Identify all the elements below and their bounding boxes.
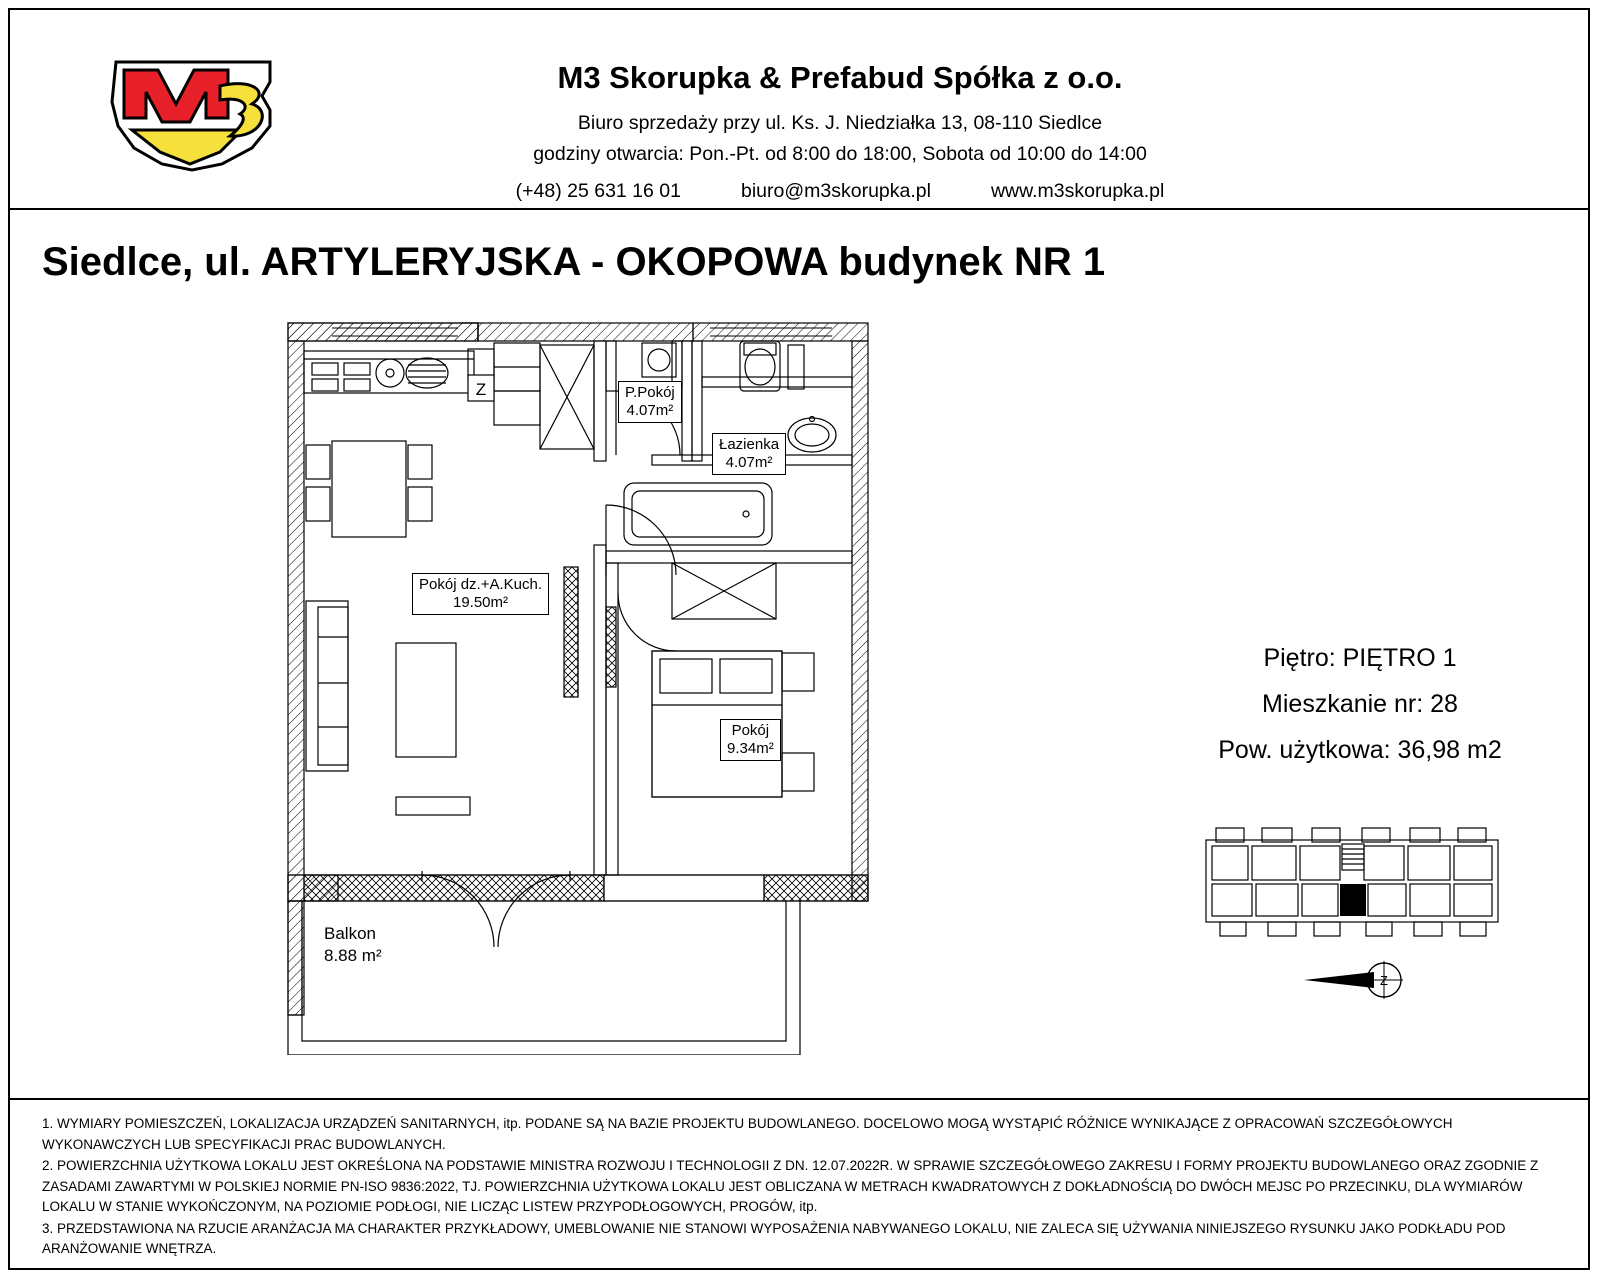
opening-hours: godziny otwarcia: Pon.-Pt. od 8:00 do 18:00, Sobota od 10:00 do 14:00 [533,143,1147,165]
header-text-block [290,60,1390,203]
phone-number: (+48) 25 631 16 01 [515,180,681,202]
room-area: 8.88 m² [324,946,382,965]
svg-text:Z: Z [1380,973,1388,988]
company-name: M3 Skorupka & Prefabud Spółka z o.o. [557,60,1123,95]
room-name: Pokój [731,722,770,739]
website-url[interactable]: www.m3skorupka.pl [990,180,1165,202]
office-address: Biuro sprzedaży przy ul. Ks. J. Niedziałka 13, 08-110 Siedlce [577,112,1103,134]
compass-rose [1300,950,1410,1010]
title-band [10,210,1588,282]
highlighted-apartment [1340,884,1366,916]
note-3: 3. PRZEDSTAWIONA NA RZUCIE ARANŻACJA MA CHARAKTER PRZYKŁADOWY, UMEBLOWANIE NIE STANOWI WYPOSAŻENIA NABYWANEGO LOKALU, NIE ZALECA SIĘ UŻYWANIA NINIEJSZEGO RYSUNKU JAKO PODKŁADU POD ARANŻOWANIE WNĘTRZA. [42,1220,1506,1256]
room-name: Balkon [324,924,376,943]
room-label-lazienka [712,433,786,475]
info-floor: Piętro: PIĘTRO 1 [1263,644,1457,672]
room-label-pokoj [720,719,781,761]
contact-row [290,180,1390,203]
sheet-header [10,10,1588,210]
note-1: 1. WYMIARY POMIESZCZEŃ, LOKALIZACJA URZĄDZEŃ SANITARNYCH, itp. PODANE SĄ NA BAZIE PROJEKTU BUDOWLANEGO. DOCELOWO MOGĄ WYSTĄPIĆ RÓŻNICE WYNIKAJĄCE Z OPRACOWAŃ SZCZEGÓŁOWYCH WYKONAWCZYCH LUB SPECYFIKACJI PRAC BUDOWLANYCH. [42,1116,1453,1152]
room-label-pokoj-dz-akuch [412,573,549,615]
info-apartment-number: Mieszkanie nr: 28 [1262,690,1458,718]
room-label-balkon [324,923,382,967]
info-usable-area: Pow. użytkowa: 36,98 m2 [1218,736,1502,764]
apartment-floor-plan [272,315,892,1055]
email-address[interactable]: biuro@m3skorupka.pl [740,180,931,202]
room-area: 4.07m² [626,402,674,419]
room-label-p-pokoj [618,381,682,423]
building-key-plan [1202,818,1502,943]
room-name: P.Pokój [625,384,675,401]
page-title: Siedlce, ul. ARTYLERYJSKA - OKOPOWA budynek NR 1 [42,240,1106,284]
footer-notes [10,1098,1588,1268]
plan-sheet [8,8,1590,1270]
kitchen-marker-z: Z [475,380,487,399]
room-area: 4.07m² [725,454,773,471]
room-name: Pokój dz.+A.Kuch. [419,576,542,593]
note-2: 2. POWIERZCHNIA UŻYTKOWA LOKALU JEST OKREŚLONA NA PODSTAWIE MINISTRA ROZWOJU I TECHNOLOGII Z DN. 12.07.2022R. W SPRAWIE SZCZEGÓŁOWEGO ZAKRESU I FORMY PROJEKTU BUDOWLANEGO ORAZ ZGODNIE Z ZASADAMI ZAWARTYMI W POLSKIEJ NORMIE PN-ISO 9836:2022, TJ. POWIERZCHNIA UŻYTKOWA LOKALU JEST OBLICZANA W METRACH KWADRATOWYCH Z DOKŁADNOŚCIĄ DO DWÓCH MEJSC PO PRZECINKU, DLA WYMIARÓW LOKALU W STANIE WYKOŃCZONYM, NA POZIOMIE PODŁOGI, NIE LICZĄC LISTEW PRZYPODŁOGOWYCH, PROGÓW, itp. [42,1158,1539,1214]
apartment-info [1195,635,1525,773]
room-area: 19.50m² [452,594,509,611]
m3-logo [102,52,282,177]
room-name: Łazienka [719,436,780,453]
room-area: 9.34m² [727,740,774,757]
